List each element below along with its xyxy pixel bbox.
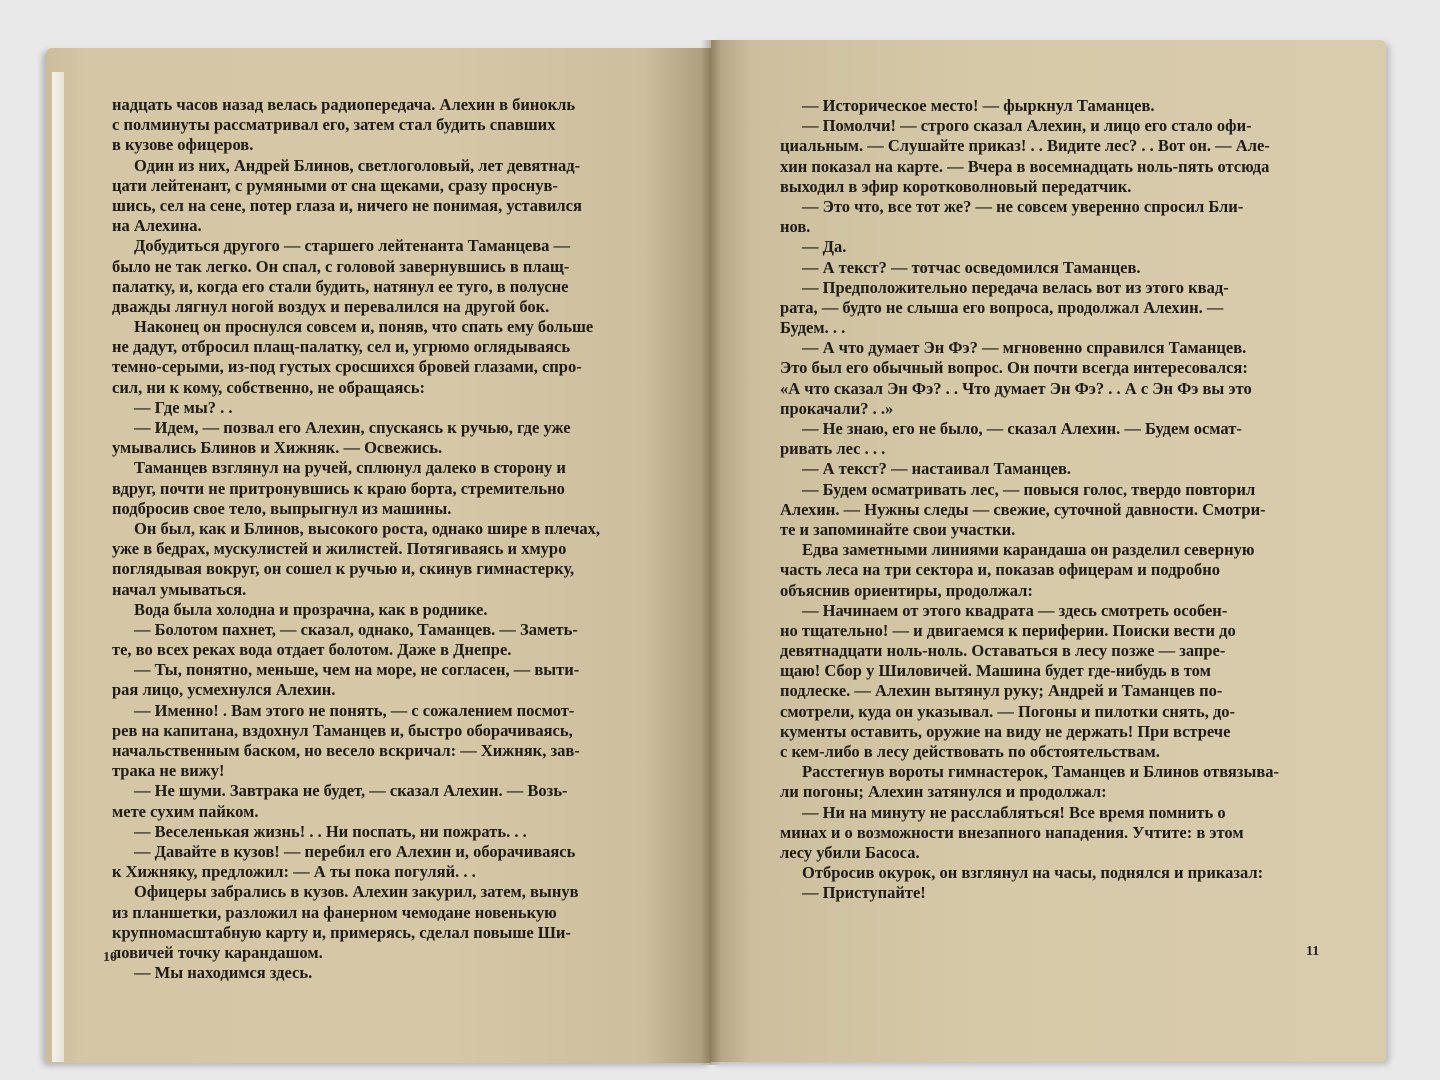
text-line: Наконец он проснулся совсем и, поняв, что спать ему больше: [134, 317, 594, 337]
text-line: рев на капитана, вздохнул Таманцев и, быстро оборачиваясь,: [112, 720, 573, 740]
text-line: Таманцев взглянул на ручей, сплюнул далеко в сторону и: [134, 458, 566, 478]
text-line: ривать лес . . .: [780, 439, 886, 459]
text-line: к Хижняку, предложил: — А ты пока погуляй. . .: [112, 862, 476, 882]
text-line: уже в бедрах, мускулистей и жилистей. Потягиваясь и хмуро: [112, 539, 567, 559]
text-line: трака не вижу!: [112, 761, 225, 781]
text-line: ли погоны; Алехин затянулся и продолжал:: [780, 782, 1107, 802]
text-line: — Начинаем от этого квадрата — здесь смотреть особен-: [802, 600, 1228, 620]
text-line: умывались Блинов и Хижняк. — Освежись.: [112, 438, 443, 458]
text-line: рая лицо, усмехнулся Алехин.: [112, 680, 336, 700]
text-line: темно-серыми, из-под густых сросшихся бровей глазами, спро-: [112, 357, 582, 377]
book-gutter: [701, 40, 721, 1065]
text-line: с полминуты рассматривал его, затем стал будить спавших: [112, 115, 556, 135]
text-line: нов.: [780, 217, 811, 237]
text-line: надцать часов назад велась радиопередача. Алехин в бинокль: [112, 95, 576, 114]
text-line: кументы оставить, оружие на виду не держать! При встрече: [780, 721, 1231, 741]
text-line: — Веселенькая жизнь! . . Ни поспать, ни пожрать. . .: [134, 821, 527, 841]
text-line: прокачали? . .»: [780, 398, 894, 418]
text-line: Офицеры забрались в кузов. Алехин закурил, затем, вынув: [134, 882, 579, 902]
text-line: но тщательно! — и двигаемся к периферии. Поиски вести до: [780, 620, 1236, 640]
text-line: смотрели, куда он указывал. — Погоны и пилотки снять, до-: [780, 701, 1236, 721]
text-line: Едва заметными линиями карандаша он разделил северную: [802, 540, 1255, 560]
text-line: с кем-либо в лесу действовать по обстоятельствам.: [780, 742, 1160, 761]
text-line: — Да.: [802, 237, 847, 257]
text-line: Отбросив окурок, он взглянул на часы, поднялся и приказал:: [802, 863, 1264, 883]
text-line: — Это что, все тот же? — не совсем уверенно спросил Бли-: [802, 196, 1244, 216]
text-line: — А текст? — тотчас осведомился Таманцев.: [802, 257, 1141, 277]
text-line: — Мы находимся здесь.: [134, 963, 313, 983]
text-line: часть леса на три сектора и, показав офицерам и подробно: [780, 560, 1220, 580]
text-line: начал умываться.: [112, 579, 247, 599]
text-line: рата, — будто не слыша его вопроса, продолжал Алехин. —: [780, 297, 1224, 317]
text-line: Добудиться другого — старшего лейтенанта Таманцева —: [134, 236, 571, 256]
text-line: дважды лягнул ногой воздух и перевалился на другой бок.: [112, 296, 550, 316]
text-line: мете сухим пайком.: [112, 801, 259, 821]
text-line: — Приступайте!: [802, 883, 926, 903]
text-line: — Именно! . Вам этого не понять, — с сожалением посмот-: [134, 700, 575, 720]
text-line: лесу убили Басоса.: [780, 842, 920, 862]
text-line: шись, сел на сене, потер глаза и, ничего не понимая, уставился: [112, 195, 582, 215]
text-line: на Алехина.: [112, 216, 202, 236]
text-line: сил, ни к кому, собственно, не обращаясь:: [112, 377, 425, 397]
text-line: — Не шуми. Завтрака не будет, — сказал Алехин. — Возь-: [134, 781, 568, 801]
text-line: не дадут, отбросил плащ-палатку, сел и, угрюмо оглядываясь: [112, 337, 571, 357]
text-line: минах и о возможности внезапного нападения. Учтите: в этом: [780, 822, 1244, 842]
text-line: — Ты, понятно, меньше, чем на море, не согласен, — выти-: [134, 660, 580, 680]
text-line: цати лейтенант, с румяными от сна щеками, сразу проснув-: [112, 175, 558, 195]
text-line: Будем. . .: [780, 318, 846, 338]
text-line: те и запоминайте свои участки.: [780, 519, 1016, 539]
text-line: — Давайте в кузов! — перебил его Алехин и, оборачиваясь: [134, 841, 576, 861]
text-line: в кузове офицеров.: [112, 135, 254, 155]
text-line: Вода была холодна и прозрачна, как в роднике.: [134, 599, 488, 619]
text-line: выходил в эфир коротковолновый передатчик.: [780, 176, 1132, 196]
text-line: — Где мы? . .: [134, 397, 233, 417]
text-line: девятнадцати ноль-ноль. Оставаться в лесу позже — запре-: [780, 641, 1226, 661]
text-line: Алехин. — Нужны следы — свежие, суточной давности. Смотри-: [780, 499, 1266, 519]
page-number-right: 11: [1306, 944, 1320, 959]
page-number-left: 10: [103, 950, 117, 965]
text-line: Один из них, Андрей Блинов, светлоголовый, лет девятнад-: [134, 155, 581, 175]
page-stack-edge: [52, 72, 64, 1062]
text-line: — Ни на минуту не расслабляться! Все время помнить о: [802, 802, 1226, 822]
text-line: щаю! Сбор у Шиловичей. Машина будет где-нибудь в том: [780, 661, 1211, 681]
text-line: крупномасштабную карту и, примерясь, сделал повыше Ши-: [112, 922, 571, 942]
text-line: те, во всех реках вода отдает болотом. Даже в Днепре.: [112, 640, 512, 660]
text-line: — Не знаю, его не было, — сказал Алехин. — Будем осмат-: [802, 419, 1242, 438]
text-line: Это был его обычный вопрос. Он почти всегда интересовался:: [780, 358, 1248, 378]
text-line: Он был, как и Блинов, высокого роста, однако шире в плечах,: [134, 518, 601, 538]
text-line: — Историческое место! — фыркнул Таманцев.: [802, 96, 1155, 115]
text-line: — Помолчи! — строго сказал Алехин, и лицо его стало офи-: [802, 116, 1252, 136]
text-line: — А текст? — настаивал Таманцев.: [802, 459, 1072, 479]
text-line: подлеске. — Алехин вытянул руку; Андрей и Таманцев по-: [780, 681, 1223, 701]
text-line: подбросив свое тело, выпрыгнул из машины.: [112, 498, 452, 518]
text-line: циальным. — Слушайте приказ! . . Видите лес? . . Вот он. — Але-: [780, 136, 1270, 156]
text-line: поглядывая вокруг, он сошел к ручью и, скинув гимнастерку,: [112, 559, 575, 579]
text-line: — Предположительно передача велась вот из этого квад-: [802, 277, 1229, 297]
text-line: палатку, и, когда его стали будить, натянул ее туго, в полусне: [112, 276, 569, 296]
text-line: ловичей точку карандашом.: [112, 942, 323, 962]
text-line: вдруг, почти не притронувшись к краю борта, стремительно: [112, 478, 565, 498]
text-line: Расстегнув вороты гимнастерок, Таманцев и Блинов отвязыва-: [802, 762, 1279, 782]
text-line: — Будем осматривать лес, — повыся голос, твердо повторил: [802, 479, 1256, 499]
text-line: из планшетки, разложил на фанерном чемодане новенькую: [112, 902, 557, 922]
text-line: хин показал на карте. — Вчера в восемнадцать ноль-пять отсюда: [780, 156, 1270, 176]
left-page-text: [112, 95, 660, 983]
text-line: было не так легко. Он спал, с головой завернувшись в плащ-: [112, 256, 570, 276]
text-line: объяснив ориентиры, продолжал:: [780, 580, 1033, 600]
text-line: — Идем, — позвал его Алехин, спускаясь к ручью, где уже: [134, 418, 571, 437]
text-line: «А что сказал Эн Фэ? . . Что думает Эн Фэ? . . А с Эн Фэ вы это: [780, 378, 1252, 398]
text-line: — А что думает Эн Фэ? — мгновенно справился Таманцев.: [802, 338, 1247, 358]
text-line: — Болотом пахнет, — сказал, однако, Таманцев. — Заметь-: [134, 619, 578, 639]
text-line: начальственным баском, но весело вскричал: — Хижняк, зав-: [112, 741, 580, 760]
right-page-text: [780, 96, 1318, 904]
